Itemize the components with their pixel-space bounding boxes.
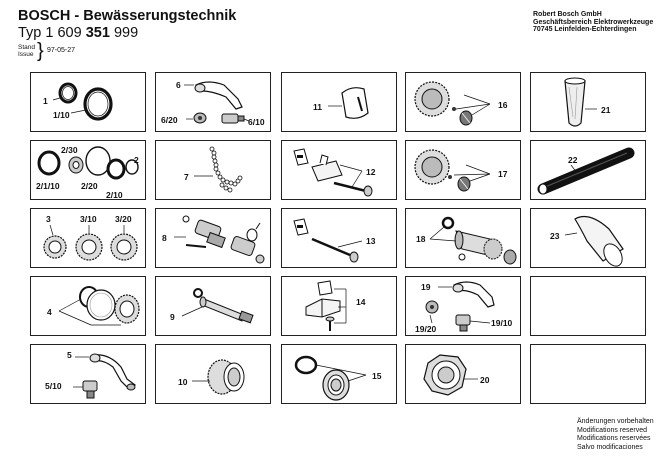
part-cell-4: 4 (30, 276, 146, 336)
document-title: BOSCH - Bewässerungstechnik (18, 8, 237, 24)
part-cell-23: 23 (530, 208, 646, 268)
adapter-icon (323, 370, 349, 400)
connector-icon (455, 231, 516, 264)
part-cell-13: 13 (281, 208, 397, 268)
part-cell-12: 12 (281, 140, 397, 200)
filter-bag-icon (565, 81, 585, 126)
chain-icon (210, 147, 242, 192)
hose-icon (543, 153, 629, 189)
screw-icon (83, 381, 97, 398)
part-cell-15: 15 (281, 344, 397, 404)
part-cell-5: 5 5/10 (30, 344, 146, 404)
brace-icon: } (37, 40, 44, 62)
part-cell-11: 11 (281, 72, 397, 132)
o-ring-large-icon (85, 89, 111, 119)
coupling-nut-icon (111, 234, 137, 260)
spike-icon (312, 239, 350, 255)
bracket-icon (306, 299, 340, 317)
part-cell-10: 10 (155, 344, 271, 404)
part-cell-14: 14 (281, 276, 397, 336)
part-cell-8: 8 (155, 208, 271, 268)
part-cell-3: 3 3/10 3/20 (30, 208, 146, 268)
nut-icon (424, 355, 466, 395)
part-cell-9: 9 (155, 276, 271, 336)
shaft-icon (200, 297, 253, 323)
clip-icon (318, 281, 332, 295)
o-ring-icon (443, 218, 453, 228)
coupling-nut-icon (76, 234, 102, 260)
part-cell-7: 7 (155, 140, 271, 200)
part-cell-19: 19 19/20 19/10 (405, 276, 521, 336)
filter-disc-icon (87, 290, 115, 320)
nozzle-icon (194, 113, 206, 123)
bracket-icon (312, 161, 342, 181)
coupling-nut-icon (208, 360, 244, 394)
nozzle-icon (426, 301, 438, 313)
gasket-icon (39, 152, 59, 174)
type-number: Typ 1 609 351 999 (18, 25, 139, 41)
modification-note: Änderungen vorbehalten Modifications reserved Modifications reservées Salvo modificaciones (577, 418, 654, 451)
part-cell-18: 18 (405, 208, 521, 268)
screw-icon (222, 114, 244, 123)
o-ring-icon (194, 289, 202, 297)
issue-date: 97-05-27 (47, 47, 76, 54)
coupling-nut-icon (44, 236, 66, 258)
part-cell-empty (530, 276, 646, 336)
valve-assembly-icon (183, 216, 264, 263)
screw-icon (456, 315, 470, 331)
part-cell-2: 2/30 2 2/1/10 2/20 2/10 (30, 140, 146, 200)
part-cell-20: 20 (405, 344, 521, 404)
part-cell-17: 17 (405, 140, 521, 200)
stand-issue-label: Stand Issue (18, 44, 35, 58)
part-cell-6: 6 6/20 6/10 (155, 72, 271, 132)
clip-icon (342, 88, 368, 119)
bolt-icon (334, 183, 366, 191)
part-cell-empty (530, 344, 646, 404)
part-cell-22: 22 (530, 140, 646, 200)
part-cell-21: 21 (530, 72, 646, 132)
part-cell-1: 1 1/10 (30, 72, 146, 132)
company-address: Robert Bosch GmbH Geschäftsbereich Elektrowerkzeuge 70745 Leinfelden-Echterdingen (533, 11, 654, 33)
o-ring-icon (296, 357, 316, 373)
part-cell-16: 16 (405, 72, 521, 132)
